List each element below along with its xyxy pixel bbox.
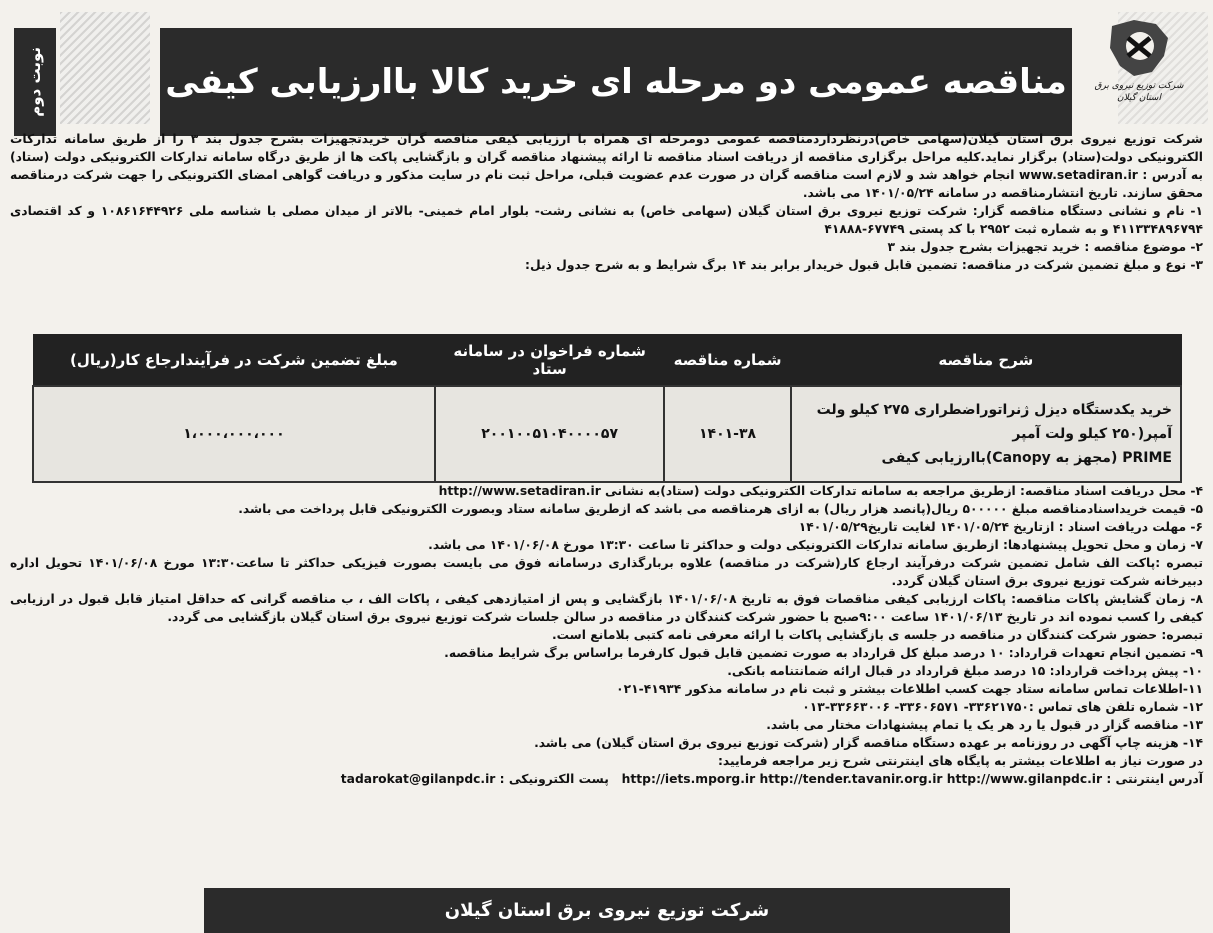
links-line: [10, 770, 1203, 788]
column-header: شماره مناقصه: [664, 335, 790, 387]
item-9: ۹- تضمین انجام تعهدات قرارداد: ۱۰ درصد مبلغ کل قرارداد به صورت تضمین قابل قبول کارفرما براساس برگ شرایط مناقصه.: [444, 646, 1203, 660]
column-header: شرح مناقصه: [791, 335, 1181, 387]
table-cell-number: ۱۴۰۱-۳۸: [664, 386, 790, 482]
table-cell-call-number: ۲۰۰۱۰۰۵۱۰۴۰۰۰۰۵۷: [435, 386, 665, 482]
note-1: تبصره :پاکت الف شامل تضمین شرکت درفرآیند ارجاع کار(شرکت در مناقصه) علاوه بربارگذاری درسامانه فوق می بایست بصورت فیزیکی حداکثر تا ساعت۱۳:۳۰ مورخ ۱۴۰۱/۰۶/۰۸ تحویل اداره دبیرخانه شرکت توزیع نیروی برق استان گیلان گردد.: [10, 556, 1203, 588]
tender-table: [32, 334, 1182, 483]
details-section: [10, 482, 1203, 788]
item-2: ۲- موضوع مناقصه : خرید تجهیزات بشرح جدول بند ۳: [887, 240, 1203, 254]
logo-caption: استان گیلان: [1117, 93, 1161, 103]
item-13: ۱۳- مناقصه گزار در قبول یا رد هر یک یا تمام پیشنهادات مختار می باشد.: [766, 718, 1203, 732]
description-line: PRIME (مجهز به Canopy)باارزیابی کیفی: [881, 450, 1172, 466]
item-6: ۶- مهلت دریافت اسناد : ازتاریخ ۱۴۰۱/۰۵/۲۴ لغایت تاریخ۱۴۰۱/۰۵/۲۹: [798, 520, 1203, 534]
description-line: خرید یکدستگاه دیزل ژنراتوراضطراری ۲۷۵ کیلو ولت آمپر(۲۵۰ کیلو ولت آمپر: [816, 402, 1172, 442]
table-header-row: [33, 335, 1181, 387]
footer-banner: شرکت توزیع نیروی برق استان گیلان: [204, 888, 1010, 933]
turn-label: نوبت دوم: [26, 47, 44, 117]
table-cell-amount: ۱،۰۰۰،۰۰۰،۰۰۰: [33, 386, 435, 482]
intro-paragraph: شرکت توزیع نیروی برق استان گیلان(سهامی خاص)درنظرداردمناقصه عمومی دومرحله ای همراه با ارزیابی کیفی مناقصه گران خریدتجهیزات بشرح جدول بند ۳ را از طریق سامانه تدارکات الکترونیکی دولت(ستاد) برگزار نماید.کلیه مراحل برگزاری مناقصه از دریافت اسناد مناقصه تا ارائه پیشنهاد مناقصه گران و بازگشایی پاکت ها از طریق درگاه سامانه تدارکات الکترونیکی دولت (ستاد) به آدرس : www.setadiran.ir انجام خواهد شد و لازم است مناقصه گران در صورت عدم عضویت قبلی، مراحل ثبت نام در سایت مذکور و دریافت گواهی امضای الکترونیکی را جهت شرکت درمناقصه محقق سازند. تاریخ انتشارمناقصه در سامانه ۱۴۰۱/۰۵/۲۴ می باشد.: [10, 132, 1203, 200]
item-10: ۱۰- پیش پرداخت قرارداد: ۱۵ درصد مبلغ قرارداد در قبال ارائه ضمانتنامه بانکی.: [727, 664, 1203, 678]
intro-section: [10, 130, 1203, 274]
item-7: ۷- زمان و محل تحویل پیشنهادها: ازطریق سامانه تدارکات الکترونیکی دولت و حداکثر تا ساعت ۱۳:۳۰ مورخ ۱۴۰۱/۰۶/۰۸ می باشد.: [428, 538, 1203, 552]
table-cell-description: [791, 386, 1181, 482]
column-header: شماره فراخوان در سامانه ستاد: [435, 335, 665, 387]
item-14: ۱۴- هزینه چاپ آگهی در روزنامه بر عهده دستگاه مناقصه گزار (شرکت توزیع نیروی برق استان گیلان) می باشد.: [534, 736, 1203, 750]
iran-map-logo-icon: [1104, 16, 1174, 80]
item-4: ۴- محل دریافت اسناد مناقصه: ازطریق مراجعه به سامانه تدارکات الکترونیکی دولت (ستاد)به نشانی http://www.setadiran.ir: [438, 484, 1203, 498]
website-links[interactable]: http://iets.mporg.ir http://tender.tavanir.org.ir http://www.gilanpdc.ir: [621, 772, 1103, 786]
email-link[interactable]: tadarokat@gilanpdc.ir: [340, 772, 496, 786]
item-1: ۱- نام و نشانی دستگاه مناقصه گزار: شرکت توزیع نیروی برق استان گیلان (سهامی خاص) به نشانی رشت- بلوار امام خمینی- بالاتر از میدان مصلی با شناسه ملی ۱۰۸۶۱۶۴۴۹۲۶ و کد اقتصادی ۴۱۱۳۳۴۸۹۶۷۹۴ و به شماره ثبت ۲۹۵۲ با کد پستی ۶۷۷۴۹-۴۱۸۸۸: [10, 204, 1204, 236]
logo-caption: شرکت توزیع نیروی برق: [1094, 81, 1184, 91]
item-8: ۸- زمان گشایش پاکات مناقصه: پاکات ارزیابی کیفی مناقصات فوق به تاریخ ۱۴۰۱/۰۶/۰۸ بازگشایی و پس از امتیازدهی کیفی ، پاکات الف ، ب مناقصه گرانی که حداقل امتیاز قابل قبول در ارزیابی کیفی را کسب نموده اند در تاریخ ۱۴۰۱/۰۶/۱۳ ساعت ۹:۰۰صبح با حضور شرکت کنندگان در مناقصه در سالن جلسات شرکت توزیع نیروی برق استان گیلان بازگشایی می گردد.: [10, 592, 1203, 624]
table-row: [33, 386, 1181, 482]
note-2: تبصره: حضور شرکت کنندگان در مناقصه در جلسه ی بازگشایی پاکات با ارائه معرفی نامه کتبی بلامانع است.: [551, 628, 1203, 642]
turn-badge: [14, 28, 56, 136]
decorative-pattern: [60, 12, 150, 124]
page-title: مناقصه عمومی دو مرحله ای خرید کالا باارزیابی کیفی: [160, 28, 1072, 136]
item-11: ۱۱-اطلاعات تماس سامانه ستاد جهت کسب اطلاعات بیشتر و ثبت نام در سامانه مذکور ۴۱۹۳۴-۰۲۱: [616, 682, 1203, 696]
item-3: ۳- نوع و مبلغ تضمین شرکت در مناقصه: تضمین قابل قبول خریدار برابر بند ۱۴ برگ شرایط و به شرح جدول ذیل:: [525, 258, 1203, 272]
links-label: آدرس اینترنتی :: [1106, 772, 1203, 786]
email-label: پست الکترونیکی :: [499, 772, 609, 786]
column-header: مبلغ تضمین شرکت در فرآیندارجاع کار(ریال): [33, 335, 435, 387]
company-logo: [1084, 16, 1194, 128]
item-12: ۱۲- شماره تلفن های تماس :۳۳۶۲۱۷۵۰- ۳۳۶۰۶۵۷۱- ۳۳۶۶۳۰۰۶-۰۱۳: [802, 700, 1203, 714]
more-info: در صورت نیاز به اطلاعات بیشتر به پایگاه های اینترنتی شرح زیر مراجعه فرمایید:: [717, 754, 1203, 768]
item-5: ۵- قیمت خریداسنادمناقصه مبلغ ۵۰۰۰۰۰ ریال(پانصد هزار ریال) به ازای هرمناقصه می باشد که ازطریق سامانه ستاد وبصورت الکترونیکی قابل پرداخت می باشد.: [238, 502, 1203, 516]
header: [14, 10, 1204, 128]
